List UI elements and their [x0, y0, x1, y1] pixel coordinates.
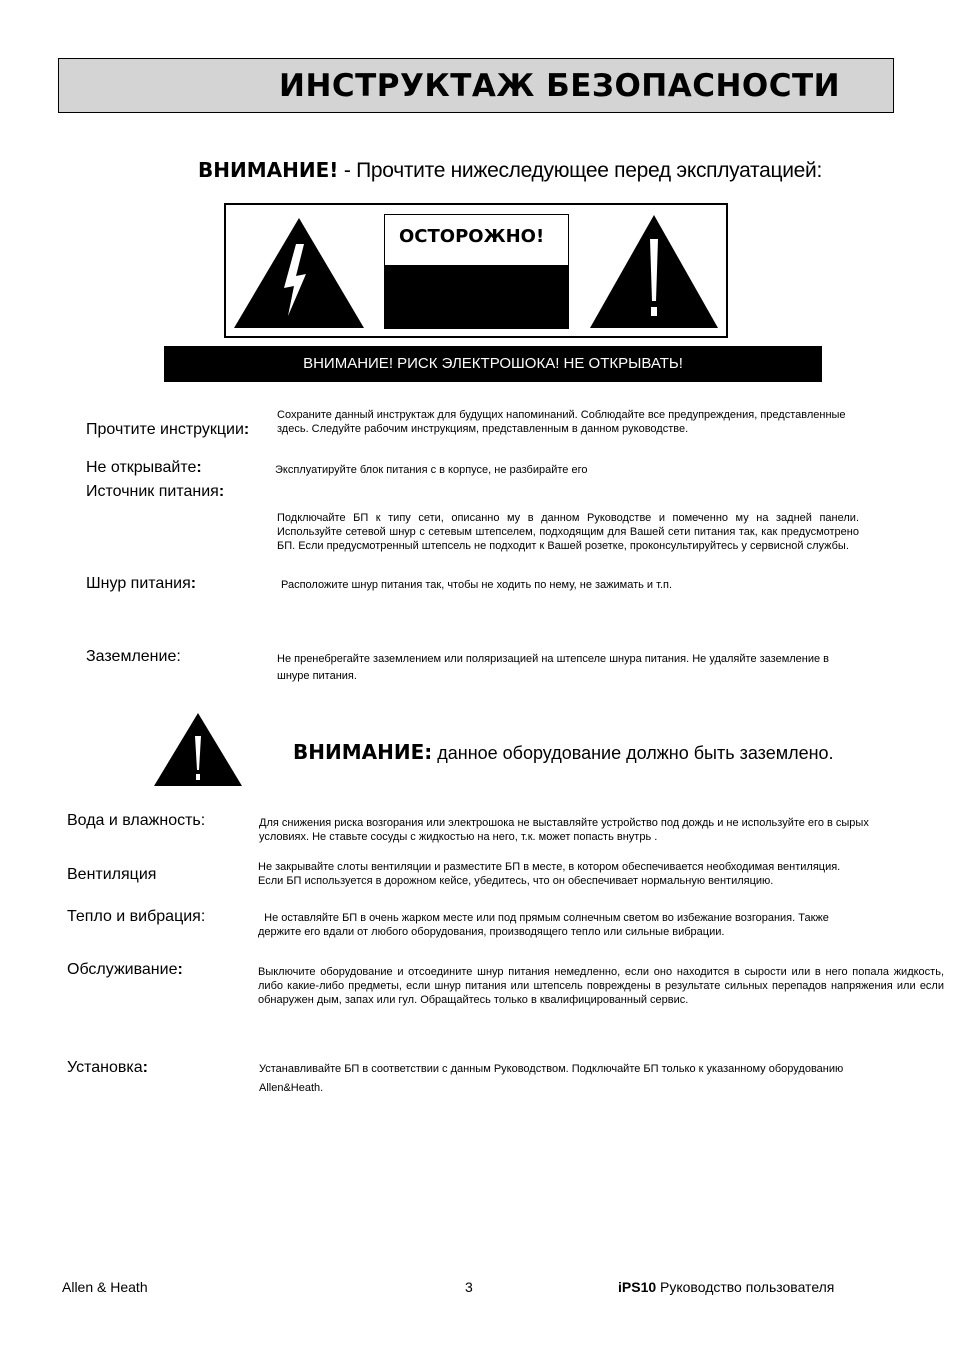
label-grounding: Заземление: [86, 648, 181, 665]
label-power-source: Источник питания: [86, 483, 225, 500]
text-service: Выключите оборудование и отсоедините шнур питания немедленно, если оно находится в сырости или в него попала жидкость, либо какие-либо предметы, если шнур питания или штепсель повреждены в результате сильных перепадов напряжения или если обнаружен дым, запах или гул. Обращайтесь только в квалифицированный сервис. [258, 966, 944, 1006]
footer-model: iPS10 [618, 1279, 657, 1295]
label-do-not-open: Не открывайте: [86, 459, 202, 476]
footer-manual-text: Руководство пользователя [656, 1279, 835, 1295]
ground-warning-text: данное оборудование должно быть заземлено. [432, 743, 834, 763]
label-service: Обслуживание: [67, 961, 183, 978]
ground-warning [293, 740, 834, 764]
footer-brand: Allen & Heath [62, 1279, 148, 1295]
page-title: ИНСТРУКТАЖ БЕЗОПАСНОСТИ [279, 68, 841, 104]
label-installation: Установка: [67, 1059, 148, 1076]
lightning-warning-icon [232, 216, 366, 330]
text-ventilation: Не закрывайте слоты вентиляции и разместите БП в месте, в котором обеспечивается необходимая вентиляция. Если БП используется в дорожном кейсе, убедитесь, что он обеспечивает нормальную вентиляцию. [258, 861, 841, 887]
caution-label-title: ОСТОРОЖНО! [399, 226, 545, 247]
ground-warning-strong: ВНИМАНИЕ: [293, 740, 433, 764]
label-heat-vibration: Тепло и вибрация: [67, 908, 206, 925]
ground-warning-icon [152, 712, 244, 788]
intro-warning [198, 158, 822, 183]
footer-page-number: 3 [465, 1279, 473, 1295]
text-heat-vibration: Не оставляйте БП в очень жарком месте или под прямым солнечным светом во избежание возгорания. Также держите его вдали от любого оборудования, производящего тепло или сильные вибрации. [258, 912, 832, 938]
caution-label-block [385, 265, 568, 329]
caution-label [384, 214, 569, 329]
text-read-instructions: Сохраните данный инструктаж для будущих напоминаний. Соблюдайте все предупреждения, представленные здесь. Следуйте рабочим инструкциям, представленным в данном руководстве. [277, 409, 846, 435]
footer-manual-title [618, 1279, 834, 1295]
shock-risk-banner: ВНИМАНИЕ! РИСК ЭЛЕКТРОШОКА! НЕ ОТКРЫВАТЬ! [164, 346, 822, 382]
text-power-cord: Расположите шнур питания так, чтобы не ходить по нему, не зажимать и т.п. [281, 579, 673, 591]
text-power-source: Подключайте БП к типу сети, описанно му в данном Руководстве и помеченно му на задней панели. Используйте сетевой шнур с сетевым штепселем, подходящим для Вашей сети питания так, как предусмотрено БП. Если предусмотренный штепсель не подходит к Вашей розетке, проконсультируйтесь у сервисной службы. [277, 512, 859, 552]
text-do-not-open: Эксплуатируйте блок питания с в корпусе, не разбирайте его [275, 464, 588, 476]
intro-warning-strong: ВНИМАНИЕ! [198, 158, 339, 182]
title-box [58, 58, 894, 113]
text-grounding: Не пренебрегайте заземлением или поляризацией на штепселе шнура питания. Не удаляйте заземление в шнуре питания. [277, 653, 830, 682]
label-read-instructions: Прочтите инструкции: [86, 421, 250, 438]
intro-warning-text: - Прочтите нижеследующее перед эксплуатацией: [338, 159, 823, 182]
exclamation-warning-icon [588, 213, 720, 330]
label-ventilation: Вентиляция [67, 866, 157, 883]
text-installation: Устанавливайте БП в соответствии с данным Руководством. Подключайте БП только к указанному оборудованию Allen&Heath. [259, 1063, 844, 1094]
label-power-cord: Шнур питания: [86, 575, 197, 592]
text-water-moisture: Для снижения риска возгорания или электрошока не выставляйте устройство под дождь и не используйте его в сырых условиях. Не ставьте сосуды с жидкостью на него, т.к. может попасть внутрь . [259, 817, 869, 843]
label-water-moisture: Вода и влажность: [67, 812, 206, 829]
